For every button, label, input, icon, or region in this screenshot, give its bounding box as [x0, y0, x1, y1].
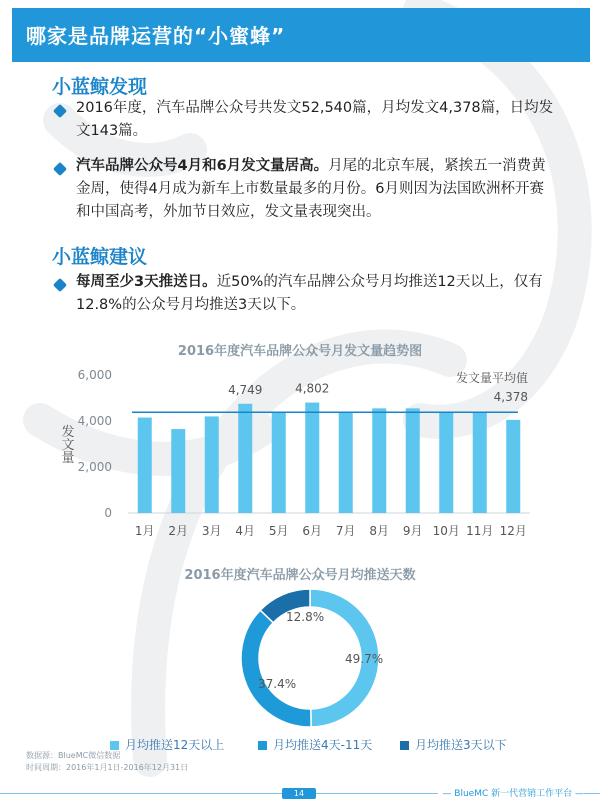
y-tick-label: 0: [104, 506, 112, 520]
data-source-text: 数据源：BlueMC微信数据: [26, 751, 121, 760]
footer-brand: — BlueMC 新一代营销工作平台 —: [438, 786, 584, 799]
discovery-paragraph-1: 2016年度，汽车品牌公众号共发文52,540篇，月均发文4,378篇，日均发文143篇。: [76, 100, 554, 139]
average-line-name: 发文量平均值: [455, 371, 528, 385]
bar-chart: [0, 355, 600, 555]
x-tick-label: 11月: [466, 524, 494, 538]
x-tick-label: 6月: [302, 524, 323, 538]
bar: [339, 412, 353, 513]
legend-label: 月均推送4天-11天: [273, 738, 373, 752]
bar: [406, 408, 420, 513]
bar: [138, 418, 152, 513]
data-source-note: [26, 750, 188, 774]
x-tick-label: 9月: [402, 524, 423, 538]
x-tick-label: 1月: [134, 524, 155, 538]
discovery-paragraph-2-rest: 月尾的北京车展，紧挨五一消费黄金周，使得4月成为新车上市数量最多的月份。6月则因为法国欧洲杯开赛和中国高考，外加节日效应，发文量表现突出。: [76, 158, 546, 220]
donut-slice: [241, 610, 311, 727]
suggestion-paragraph: [76, 271, 556, 317]
bar: [272, 413, 286, 513]
bar: [372, 408, 386, 513]
legend-label: 月均推送3天以下: [415, 738, 507, 752]
page-number: 14: [282, 788, 316, 799]
bar: [205, 416, 219, 513]
legend-swatch: [110, 741, 119, 750]
bar: [171, 429, 185, 513]
section-title-suggestion: 小蓝鲸建议: [52, 246, 148, 268]
discovery-paragraph-2: [76, 155, 556, 224]
bar: [238, 404, 252, 513]
y-tick-label: 2,000: [77, 460, 112, 474]
bar: [473, 413, 487, 513]
slice-label: 49.7%: [345, 652, 384, 666]
average-line-value: 4,378: [493, 390, 528, 404]
y-axis-label: 发文量: [58, 424, 74, 464]
slice-label: 37.4%: [258, 677, 297, 691]
x-tick-label: 2月: [168, 524, 189, 538]
x-tick-label: 8月: [369, 524, 390, 538]
legend-swatch: [400, 741, 409, 750]
slice-label: 12.8%: [286, 610, 325, 624]
bar: [439, 413, 453, 513]
donut-chart: [0, 583, 600, 733]
x-tick-label: 10月: [432, 524, 460, 538]
legend-item-3-less: [400, 736, 507, 753]
x-tick-label: 7月: [335, 524, 356, 538]
suggestion-paragraph-bold: 每周至少3天推送日。: [76, 274, 217, 290]
section-title-discovery: 小蓝鲸发现: [52, 76, 148, 98]
x-tick-label: 5月: [268, 524, 289, 538]
x-tick-label: 12月: [499, 524, 527, 538]
time-period-text: 时间周期：2016年1月1日-2016年12月31日: [26, 763, 189, 772]
legend-swatch: [258, 741, 267, 750]
suggestion-paragraph-rest: 近50%的汽车品牌公众号月均推送12天以上，仅有12.8%的公众号月均推送3天以下。: [76, 274, 543, 313]
x-tick-label: 3月: [201, 524, 222, 538]
discovery-paragraph-2-bold: 汽车品牌公众号4月和6月发文量居高。: [76, 158, 329, 174]
legend-item-4-11: [258, 736, 372, 753]
y-tick-label: 6,000: [77, 368, 112, 382]
legend-label: 月均推送12天以上: [125, 738, 225, 752]
x-tick-label: 4月: [235, 524, 256, 538]
bar-chart-title: 2016年度汽车品牌公众号月发文量趋势图: [177, 344, 423, 359]
page-title: 哪家是品牌运营的“小蜜蜂”: [26, 24, 286, 48]
donut-chart-title: 2016年度汽车品牌公众号月均推送天数: [184, 568, 416, 583]
header-banner: [12, 8, 590, 62]
y-tick-label: 4,000: [77, 414, 112, 428]
bar: [506, 420, 520, 513]
bar: [305, 403, 319, 513]
data-label: 4,749: [228, 382, 263, 397]
data-label: 4,802: [295, 381, 330, 396]
